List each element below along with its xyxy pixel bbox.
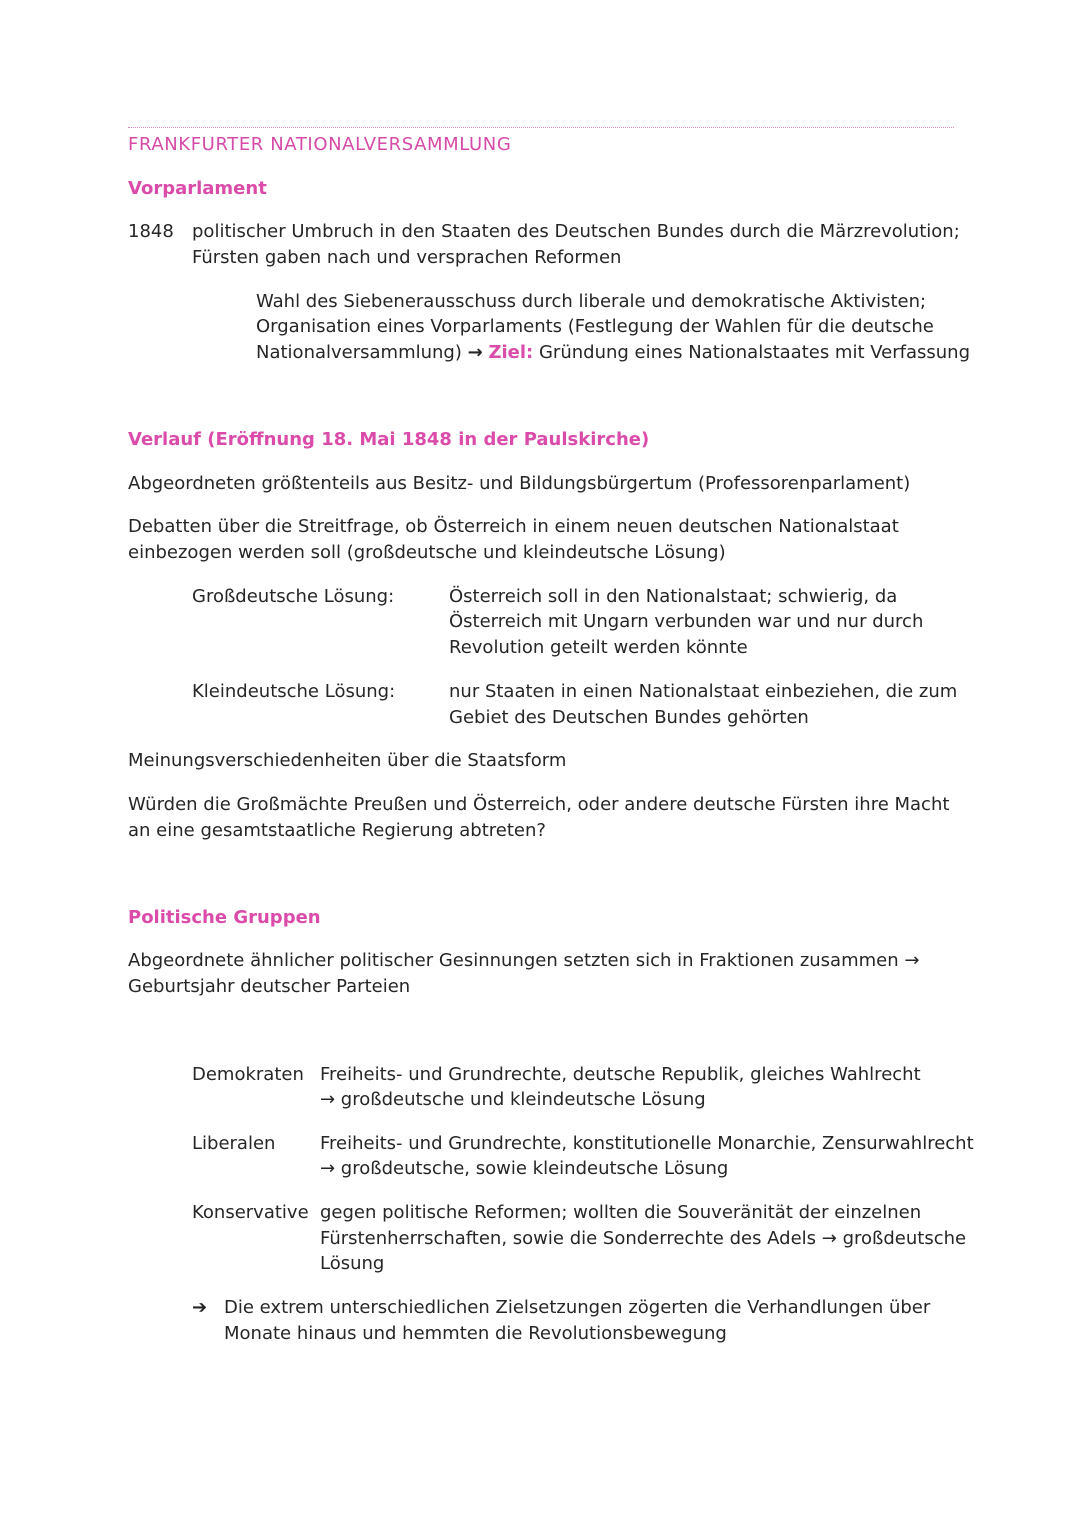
ziel-line-prefix: Nationalversammlung): [256, 342, 462, 363]
group-term: Liberalen: [192, 1133, 276, 1154]
paragraph-line: Geburtsjahr deutscher Parteien: [128, 976, 411, 997]
solution-text-line: Österreich soll in den Nationalstaat; schwierig, da: [449, 586, 898, 607]
indent-text-line: Organisation eines Vorparlaments (Festlegung der Wahlen für die deutsche: [256, 316, 934, 337]
paragraph-line: an eine gesamtstaatliche Regierung abtreten?: [128, 820, 546, 841]
year-text-line: politischer Umbruch in den Staaten des Deutschen Bundes durch die Märzrevolution;: [192, 221, 960, 242]
group-term: Konservative: [192, 1202, 309, 1223]
indent-text-line: Wahl des Siebenerausschuss durch liberale und demokratische Aktivisten;: [256, 291, 927, 312]
section-heading-vorparlament: Vorparlament: [128, 178, 267, 199]
solution-text-line: Gebiet des Deutschen Bundes gehörten: [449, 707, 809, 728]
paragraph-line: Debatten über die Streitfrage, ob Österreich in einem neuen deutschen Nationalstaat: [128, 516, 899, 537]
group-text-line: gegen politische Reformen; wollten die Souveränität der einzelnen: [320, 1202, 922, 1223]
group-text-line: → großdeutsche und kleindeutsche Lösung: [320, 1089, 706, 1110]
solution-text-line: nur Staaten in einen Nationalstaat einbeziehen, die zum: [449, 681, 958, 702]
ziel-text: Gründung eines Nationalstaates mit Verfassung: [538, 342, 970, 363]
section-heading-gruppen: Politische Gruppen: [128, 907, 321, 928]
section-heading-verlauf: Verlauf (Eröffnung 18. Mai 1848 in der Paulskirche): [128, 429, 650, 450]
group-term: Demokraten: [192, 1064, 304, 1085]
group-text-line: Lösung: [320, 1253, 385, 1274]
paragraph: Meinungsverschiedenheiten über die Staatsform: [128, 750, 567, 771]
paragraph: Abgeordneten größtenteils aus Besitz- und Bildungsbürgertum (Professorenparlament): [128, 473, 911, 494]
group-text-line: Freiheits- und Grundrechte, konstitutionelle Monarchie, Zensurwahlrecht: [320, 1133, 974, 1154]
ziel-line: [256, 340, 970, 366]
solution-term: Kleindeutsche Lösung:: [192, 681, 396, 702]
page-title: FRANKFURTER NATIONALVERSAMMLUNG: [128, 134, 512, 155]
solution-text-line: Österreich mit Ungarn verbunden war und nur durch: [449, 611, 924, 632]
group-text-line: → großdeutsche, sowie kleindeutsche Lösung: [320, 1158, 729, 1179]
paragraph-line: Abgeordnete ähnlicher politischer Gesinnungen setzten sich in Fraktionen zusammen →: [128, 950, 920, 971]
header-divider: [128, 127, 954, 128]
conclusion-line: Die extrem unterschiedlichen Zielsetzungen zögerten die Verhandlungen über: [224, 1297, 931, 1318]
group-text-line: Fürstenherrschaften, sowie die Sonderrechte des Adels → großdeutsche: [320, 1228, 967, 1249]
solution-term: Großdeutsche Lösung:: [192, 586, 395, 607]
group-text-line: Freiheits- und Grundrechte, deutsche Republik, gleiches Wahlrecht: [320, 1064, 921, 1085]
paragraph-line: einbezogen werden soll (großdeutsche und kleindeutsche Lösung): [128, 542, 726, 563]
arrow-bullet-icon: ➔: [192, 1297, 208, 1318]
conclusion-line: Monate hinaus und hemmten die Revolutionsbewegung: [224, 1323, 727, 1344]
year-text-line: Fürsten gaben nach und versprachen Reformen: [192, 247, 622, 268]
arrow-right-icon: →: [467, 342, 483, 363]
ziel-label: Ziel:: [488, 342, 534, 363]
year-label: 1848: [128, 221, 174, 242]
paragraph-line: Würden die Großmächte Preußen und Österreich, oder andere deutsche Fürsten ihre Macht: [128, 794, 950, 815]
solution-text-line: Revolution geteilt werden könnte: [449, 637, 748, 658]
